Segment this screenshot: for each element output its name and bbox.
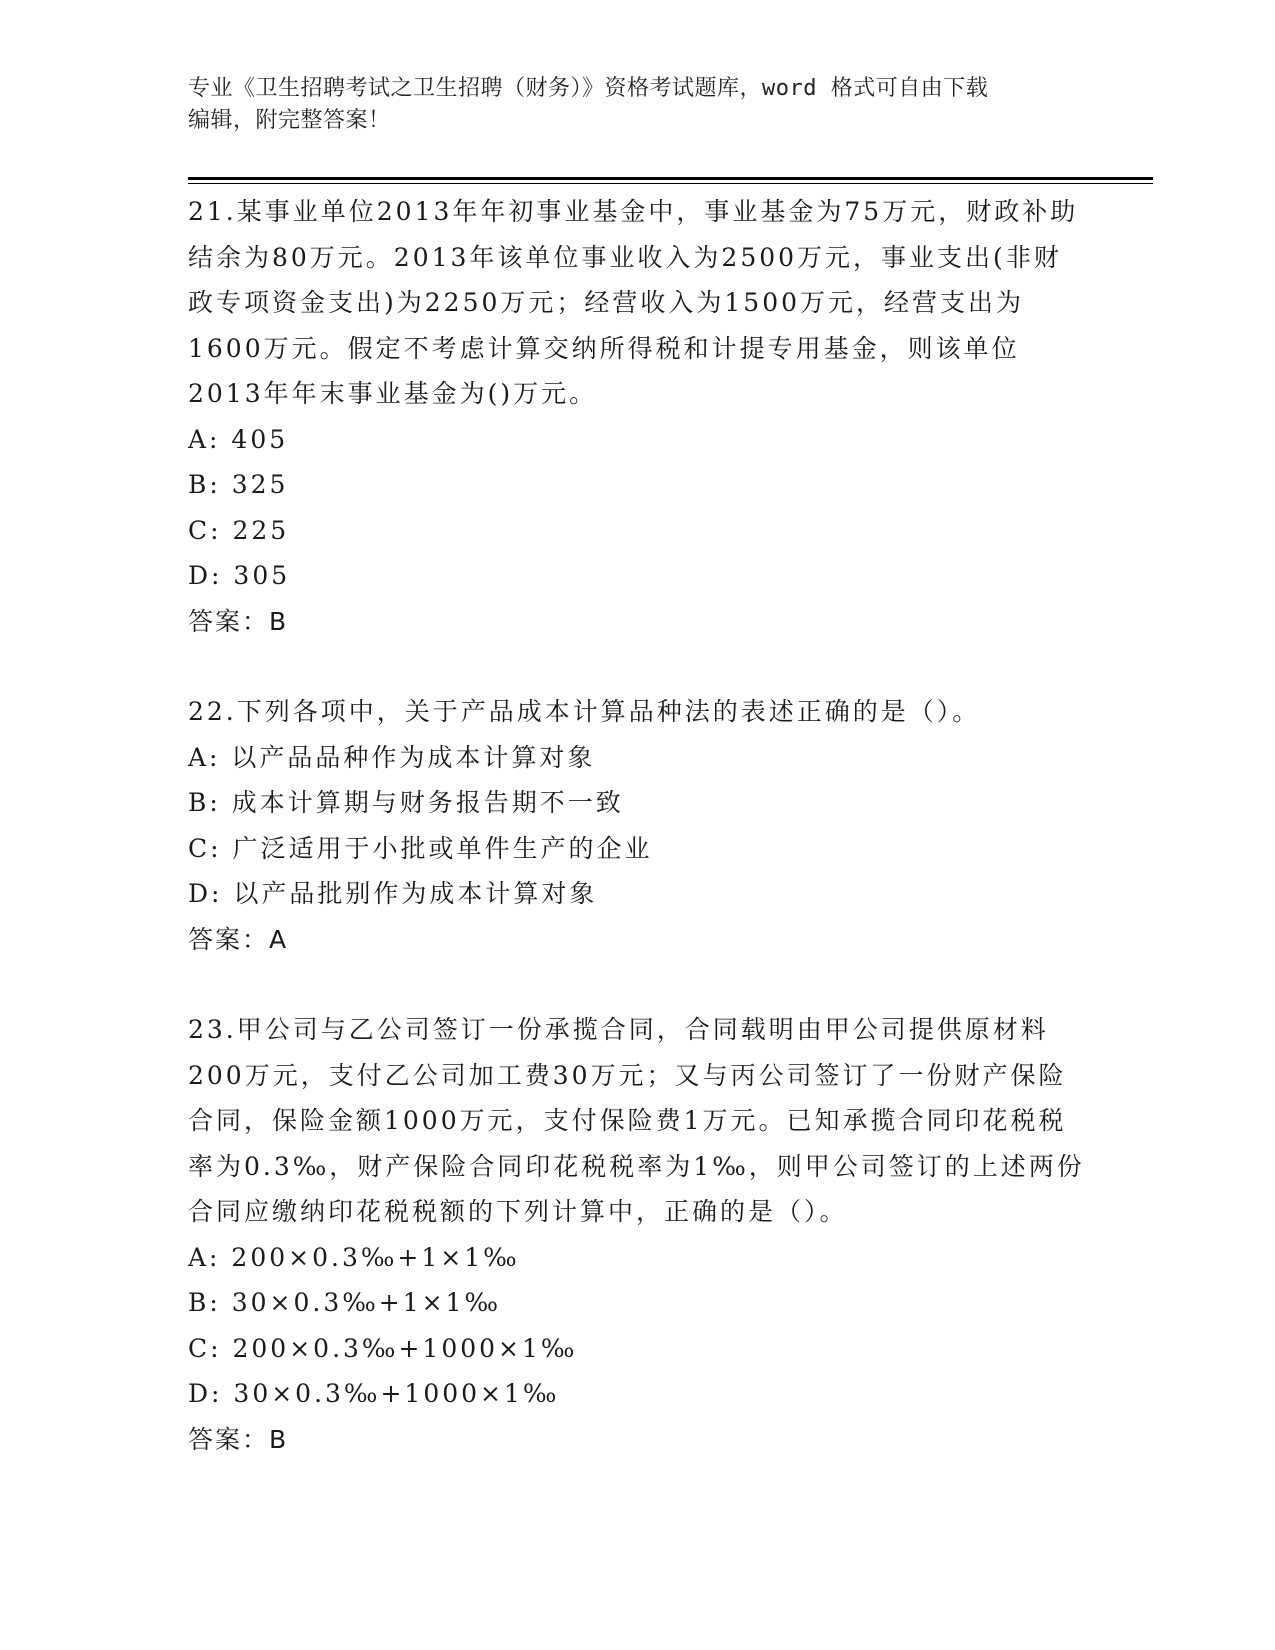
option-d: D: 305 [188, 561, 291, 590]
header-divider-thin [188, 183, 1153, 184]
answer-text: 答案：A [188, 924, 289, 954]
option-b: B: 30×0.3‰+1×1‰ [188, 1288, 502, 1317]
option-b: B: 成本计算期与财务报告期不一致 [188, 788, 624, 817]
question-stem: 22.下列各项中，关于产品成本计算品种法的表述正确的是（）。 [188, 697, 981, 726]
question-22 [188, 689, 1088, 962]
option-a: A: 200×0.3‰+1×1‰ [188, 1242, 520, 1272]
header-line-1: 专业《卫生招聘考试之卫生招聘（财务）》资格考试题库，word 格式可自由下载 [188, 76, 989, 101]
header-line-2: 编辑，附完整答案！ [188, 108, 391, 133]
question-stem: 23.甲公司与乙公司签订一份承揽合同，合同载明由甲公司提供原材料200万元，支付乙公司加工费30万元；又与丙公司签订了一份财产保险合同，保险金额1000万元，支付保险费1万元。已知承揽合同印花税税率为0.3‰，财产保险合同印花税税率为1‰，则甲公司签订的上述两份合同应缴纳印花税税额的下列计算中，正确的是（）。 [188, 1015, 1085, 1226]
option-d: D: 以产品批别作为成本计算对象 [188, 879, 598, 908]
document-header [188, 73, 1068, 137]
question-list [188, 189, 1088, 1507]
answer-text: 答案：B [188, 606, 289, 636]
option-c: C: 225 [188, 515, 290, 545]
header-divider-thick [188, 177, 1153, 180]
answer-text: 答案：B [188, 1424, 289, 1454]
question-23 [188, 1007, 1088, 1462]
option-d: D: 30×0.3‰+1000×1‰ [188, 1379, 560, 1408]
question-stem: 21.某事业单位2013年年初事业基金中，事业基金为75万元，财政补助结余为80万元。2013年该单位事业收入为2500万元，事业支出(非财政专项资金支出)为2250万元；经营收入为1500万元，经营支出为1600万元。假定不考虑计算交纳所得税和计提专用基金，则该单位2013年年末事业基金为()万元。 [188, 197, 1079, 408]
option-c: C: 广泛适用于小批或单件生产的企业 [188, 833, 653, 863]
option-b: B: 325 [188, 470, 289, 499]
option-c: C: 200×0.3‰+1000×1‰ [188, 1333, 578, 1363]
option-a: A: 以产品品种作为成本计算对象 [188, 742, 596, 772]
option-a: A: 405 [188, 424, 289, 454]
question-21 [188, 189, 1088, 644]
